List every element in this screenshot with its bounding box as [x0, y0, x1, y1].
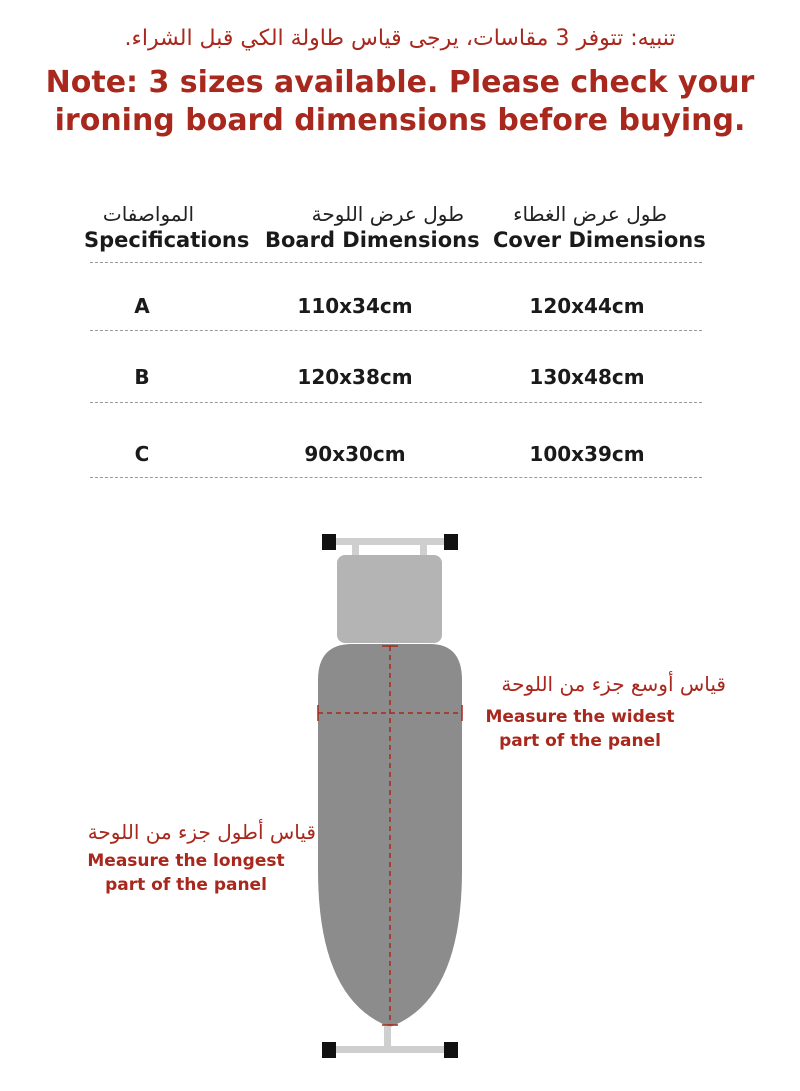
arabic-notice: تنبيه: تتوفر 3 مقاسات، يرجى قياس طاولة الكي قبل الشراء.: [124, 26, 676, 51]
header-spec-english: Specifications: [84, 228, 250, 252]
row-a-cover: 120x44cm: [529, 294, 645, 318]
iron-rest: [337, 555, 442, 643]
longest-label-english: Measure the longest part of the panel: [87, 851, 285, 895]
row-c-spec: C: [134, 442, 150, 466]
header-spec-arabic: المواصفات: [102, 202, 194, 226]
top-right-foot: [444, 534, 458, 550]
bottom-left-foot: [322, 1042, 336, 1058]
english-notice: Note: 3 sizes available. Please check your ironing board dimensions before buying.: [45, 65, 755, 138]
row-b-spec: B: [134, 365, 150, 389]
header-cover-arabic: طول عرض الغطاء: [513, 202, 667, 226]
row-b-cover: 130x48cm: [529, 365, 645, 389]
row-a-board: 110x34cm: [297, 294, 413, 318]
top-frame-bar: [330, 538, 450, 545]
row-a-spec: A: [134, 294, 150, 318]
bottom-frame-bar: [330, 1046, 450, 1053]
widest-label-arabic: قياس أوسع جزء من اللوحة: [501, 672, 726, 696]
widest-label-english: Measure the widest part of the panel: [485, 707, 675, 751]
header-board-arabic: طول عرض اللوحة: [311, 202, 464, 226]
row-c-board: 90x30cm: [304, 442, 406, 466]
row-c-cover: 100x39cm: [529, 442, 645, 466]
longest-label-arabic: قياس أطول جزء من اللوحة: [87, 820, 316, 844]
bottom-frame-post: [384, 1026, 391, 1048]
header-board-english: Board Dimensions: [265, 228, 480, 252]
top-left-foot: [322, 534, 336, 550]
row-b-board: 120x38cm: [297, 365, 413, 389]
header-cover-english: Cover Dimensions: [493, 228, 706, 252]
bottom-right-foot: [444, 1042, 458, 1058]
